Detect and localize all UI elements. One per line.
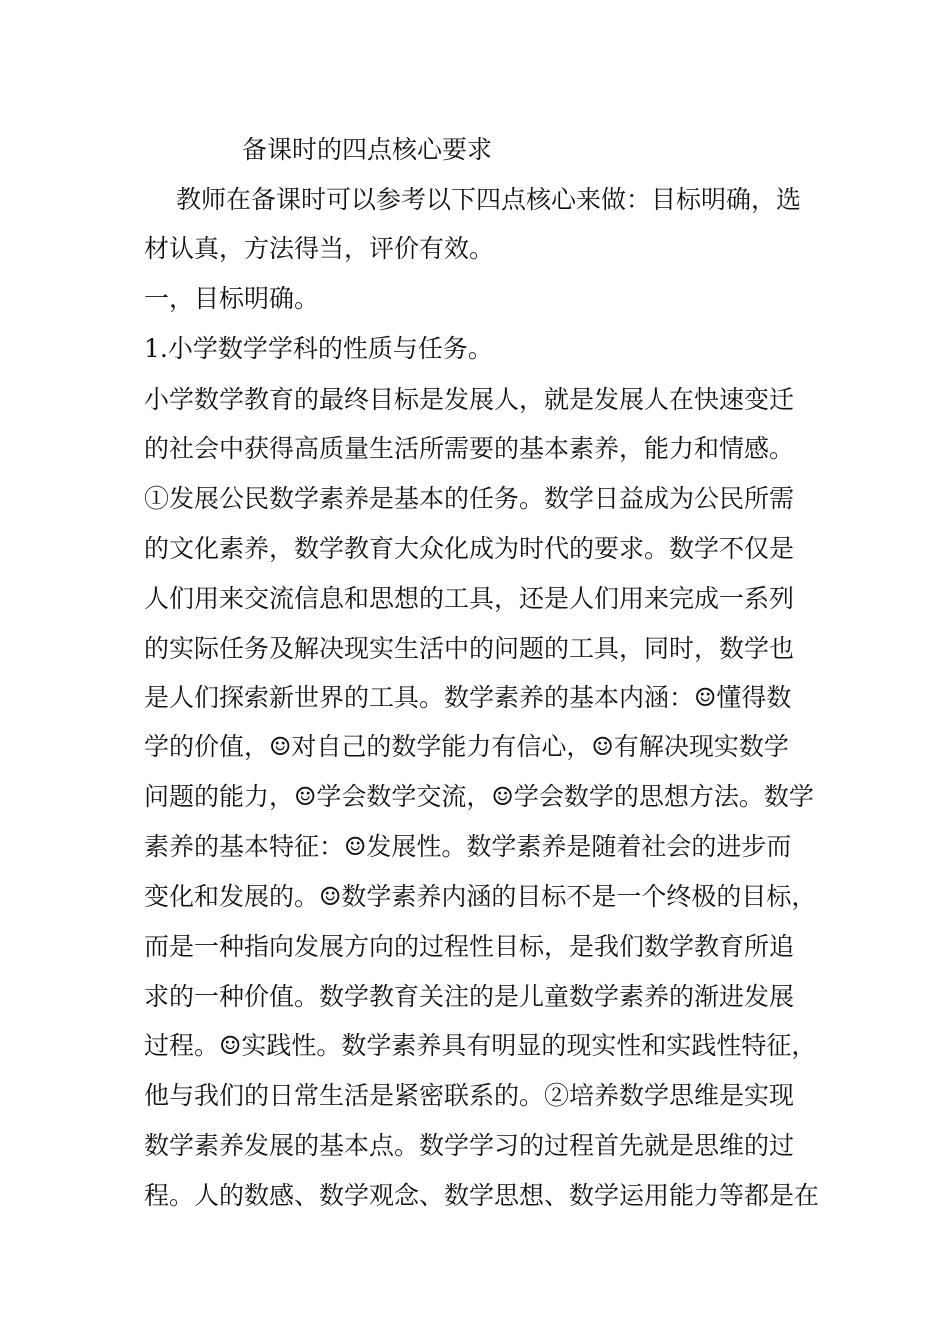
text-line: ①发展公民数学素养是基本的任务。数学日益成为公民所需 — [144, 484, 795, 513]
text-line: 问题的能力，☺学会数学交流，☺学会数学的思想方法。数学 — [144, 782, 814, 811]
subsection-heading: 1.小学数学学科的性质与任务。 — [144, 334, 493, 363]
text-line: 数学素养发展的基本点。数学学习的过程首先就是思维的过 — [144, 1131, 795, 1160]
text-line: 是人们探索新世界的工具。数学素养的基本内涵：☺懂得数 — [144, 683, 792, 712]
text-line: 教师在备课时可以参考以下四点核心来做：目标明确，选 — [176, 185, 802, 214]
text-line: 的文化素养，数学教育大众化成为时代的要求。数学不仅是 — [144, 534, 795, 563]
text-line: 材认真，方法得当，评价有效。 — [144, 234, 495, 263]
text-line: 而是一种指向发展方向的过程性目标，是我们数学教育所追 — [144, 932, 795, 961]
text-line: 的实际任务及解决现实生活中的问题的工具，同时，数学也 — [144, 634, 795, 663]
text-line: 变化和发展的。☺数学素养内涵的目标不是一个终极的目标， — [144, 882, 817, 911]
text-line: 素养的基本特征：☺发展性。数学素养是随着社会的进步而 — [144, 832, 792, 861]
text-line: 程。人的数感、数学观念、数学思想、数学运用能力等都是在 — [144, 1181, 820, 1210]
text-line: 他与我们的日常生活是紧密联系的。②培养数学思维是实现 — [144, 1081, 795, 1110]
text-line: 小学数学教育的最终目标是发展人，就是发展人在快速变迁 — [144, 385, 795, 414]
text-line: 过程。☺实践性。数学素养具有明显的现实性和实践性特征， — [144, 1031, 817, 1060]
text-line: 的社会中获得高质量生活所需要的基本素养，能力和情感。 — [144, 434, 795, 463]
section-heading: 一，目标明确。 — [144, 284, 320, 313]
text-line: 求的一种价值。数学教育关注的是儿童数学素养的渐进发展 — [144, 982, 795, 1011]
text-line: 人们用来交流信息和思想的工具，还是人们用来完成一系列 — [144, 584, 795, 613]
text-line: 学的价值，☺对自己的数学能力有信心，☺有解决现实数学 — [144, 732, 789, 761]
document-title: 备课时的四点核心要求 — [242, 135, 493, 164]
